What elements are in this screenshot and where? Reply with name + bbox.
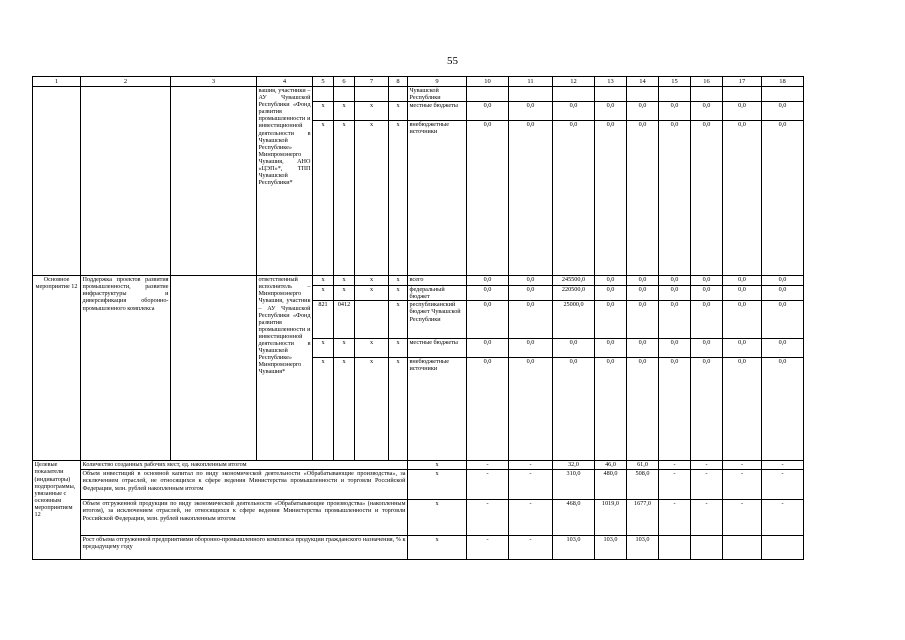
value-cell: 0,0 — [723, 286, 762, 301]
value-cell: 0,0 — [691, 102, 723, 121]
code-cell: 0412 — [334, 301, 355, 339]
code-cell: x — [313, 339, 334, 358]
header-cell: 8 — [389, 77, 408, 87]
code-cell: x — [313, 276, 334, 286]
indicator-value-cell: - — [762, 461, 804, 470]
value-cell: 0,0 — [595, 339, 627, 358]
code-cell: x — [334, 286, 355, 301]
code-cell — [355, 301, 389, 339]
value-cell: 0,0 — [467, 358, 509, 461]
indicator-x-cell: x — [408, 500, 467, 536]
value-cell: 0,0 — [509, 121, 553, 276]
value-cell — [467, 87, 509, 102]
indicator-x-cell: x — [408, 461, 467, 470]
header-cell: 18 — [762, 77, 804, 87]
value-cell — [723, 87, 762, 102]
value-cell: 0,0 — [509, 286, 553, 301]
code-cell: x — [313, 358, 334, 461]
value-cell: 0,0 — [723, 276, 762, 286]
header-cell: 15 — [659, 77, 691, 87]
value-cell: 0,0 — [553, 102, 595, 121]
code-cell: x — [355, 358, 389, 461]
code-cell: 821 — [313, 301, 334, 339]
value-cell — [595, 87, 627, 102]
code-cell: x — [355, 339, 389, 358]
indicator-value-cell: 480,0 — [595, 470, 627, 500]
source-cell: местные бюджеты — [408, 339, 467, 358]
header-cell: 10 — [467, 77, 509, 87]
responsible-cell: вашия, участники – АУ Чувашской Республики «Фонд развития промышленности и инвестиционной деятельности в Чувашской Республике» Минпромэнерго Чувашия, АНО «ЦЭП»*, ТПП Чувашской Республики* — [257, 87, 313, 276]
value-cell: 0,0 — [627, 301, 659, 339]
value-cell: 0,0 — [467, 121, 509, 276]
value-cell: 0,0 — [723, 301, 762, 339]
value-cell: 0,0 — [627, 102, 659, 121]
code-cell — [389, 87, 408, 102]
value-cell: 25000,0 — [553, 301, 595, 339]
indicator-value-cell: - — [659, 470, 691, 500]
indicator-value-cell: - — [467, 470, 509, 500]
status-cell — [33, 87, 81, 276]
code-cell — [334, 87, 355, 102]
value-cell: 0,0 — [627, 358, 659, 461]
value-cell: 0,0 — [762, 276, 804, 286]
header-cell: 12 — [553, 77, 595, 87]
code-cell: x — [389, 339, 408, 358]
code-cell: x — [313, 102, 334, 121]
goal-cell — [171, 87, 257, 276]
indicator-value-cell: - — [509, 500, 553, 536]
indicator-text-cell: Количество созданных рабочих мест, ед. накопленным итогом — [81, 461, 408, 470]
code-cell: x — [334, 121, 355, 276]
code-cell: x — [334, 276, 355, 286]
value-cell — [553, 87, 595, 102]
value-cell: 0,0 — [509, 276, 553, 286]
value-cell — [627, 87, 659, 102]
indicator-row — [33, 500, 804, 536]
page-number: 55 — [447, 55, 458, 67]
code-cell: x — [389, 121, 408, 276]
indicator-value-cell: - — [659, 461, 691, 470]
value-cell: 0,0 — [762, 301, 804, 339]
indicator-value-cell: 310,0 — [553, 470, 595, 500]
code-cell: x — [355, 276, 389, 286]
source-cell: внебюджетные источники — [408, 121, 467, 276]
code-cell: x — [334, 358, 355, 461]
value-cell: 0,0 — [509, 301, 553, 339]
responsible-cell: ответственный исполнитель – Минпромэнерго Чувашия, участник – АУ Чувашской Республики «Фонд развития промышленности и инвестиционной деятельности в Чувашской Республике» Минпромэнерго Чувашия* — [257, 276, 313, 461]
value-cell: 0,0 — [553, 339, 595, 358]
value-cell: 0,0 — [762, 358, 804, 461]
header-cell: 5 — [313, 77, 334, 87]
indicator-value-cell: 508,0 — [627, 470, 659, 500]
header-cell: 16 — [691, 77, 723, 87]
indicator-row — [33, 536, 804, 560]
value-cell — [509, 87, 553, 102]
value-cell: 0,0 — [691, 276, 723, 286]
code-cell: x — [334, 102, 355, 121]
indicator-value-cell: - — [659, 500, 691, 536]
code-cell: x — [355, 102, 389, 121]
indicator-value-cell: - — [762, 470, 804, 500]
code-cell: x — [355, 286, 389, 301]
source-cell: местные бюджеты — [408, 102, 467, 121]
value-cell: 0,0 — [691, 339, 723, 358]
indicator-value-cell: 46,0 — [595, 461, 627, 470]
event-name-cell: Поддержка проектов развития промышленности, развитие инфраструктуры и диверсификация оборонно-промышленного комплекса — [81, 276, 171, 461]
value-cell: 0,0 — [723, 358, 762, 461]
indicator-value-cell: - — [467, 536, 509, 560]
indicator-value-cell: 61,0 — [627, 461, 659, 470]
indicator-row — [33, 470, 804, 500]
value-cell: 0,0 — [627, 276, 659, 286]
header-cell: 11 — [509, 77, 553, 87]
value-cell: 0,0 — [691, 286, 723, 301]
indicator-value-cell — [762, 536, 804, 560]
value-cell: 0,0 — [467, 339, 509, 358]
indicator-value-cell: 1019,0 — [595, 500, 627, 536]
value-cell: 0,0 — [467, 276, 509, 286]
source-cell: всего — [408, 276, 467, 286]
value-cell: 0,0 — [595, 301, 627, 339]
value-cell: 0,0 — [553, 121, 595, 276]
indicator-value-cell: 1677,0 — [627, 500, 659, 536]
indicator-value-cell: - — [691, 500, 723, 536]
value-cell: 0,0 — [509, 102, 553, 121]
indicator-value-cell: 468,0 — [553, 500, 595, 536]
source-cell: Чувашской Республики — [408, 87, 467, 102]
code-cell: x — [389, 358, 408, 461]
header-cell: 4 — [257, 77, 313, 87]
value-cell: 0,0 — [723, 339, 762, 358]
indicator-value-cell: - — [762, 500, 804, 536]
value-cell: 0,0 — [659, 102, 691, 121]
value-cell: 0,0 — [762, 339, 804, 358]
indicator-value-cell: 103,0 — [627, 536, 659, 560]
code-cell: x — [389, 276, 408, 286]
value-cell: 0,0 — [762, 102, 804, 121]
code-cell: x — [313, 121, 334, 276]
code-cell: x — [389, 301, 408, 339]
finance-row — [33, 276, 804, 286]
value-cell: 0,0 — [691, 358, 723, 461]
indicator-value-cell: - — [467, 500, 509, 536]
indicator-row — [33, 461, 804, 470]
header-cell: 14 — [627, 77, 659, 87]
value-cell: 0,0 — [723, 121, 762, 276]
indicator-value-cell: - — [509, 536, 553, 560]
indicator-text-cell: Рост объема отгруженной предприятиями оборонно-промышленного комплекса продукции гражданского назначения, % к предыдущему году — [81, 536, 408, 560]
header-cell: 1 — [33, 77, 81, 87]
value-cell: 0,0 — [659, 339, 691, 358]
value-cell: 0,0 — [762, 286, 804, 301]
value-cell — [762, 87, 804, 102]
goal-cell — [171, 276, 257, 461]
value-cell: 0,0 — [627, 121, 659, 276]
budget-table — [32, 76, 804, 560]
value-cell: 0,0 — [595, 102, 627, 121]
finance-row — [33, 87, 804, 102]
source-cell: федеральный бюджет — [408, 286, 467, 301]
value-cell: 0,0 — [659, 358, 691, 461]
header-cell: 6 — [334, 77, 355, 87]
code-cell — [355, 87, 389, 102]
source-cell: республиканский бюджет Чувашской Республики — [408, 301, 467, 339]
code-cell — [313, 87, 334, 102]
source-cell: внебюджетные источники — [408, 358, 467, 461]
value-cell: 0,0 — [691, 301, 723, 339]
name-cell — [81, 87, 171, 276]
code-cell: x — [313, 286, 334, 301]
value-cell — [659, 87, 691, 102]
header-cell: 7 — [355, 77, 389, 87]
value-cell: 0,0 — [659, 276, 691, 286]
indicators-label-cell: Целевые показатели (индикаторы) подпрограммы, увязанные с основным мероприятием 12 — [33, 461, 81, 560]
value-cell: 245500,0 — [553, 276, 595, 286]
indicator-value-cell: - — [509, 461, 553, 470]
indicator-value-cell: 32,0 — [553, 461, 595, 470]
code-cell: x — [355, 121, 389, 276]
indicator-value-cell: 103,0 — [553, 536, 595, 560]
value-cell: 0,0 — [595, 276, 627, 286]
value-cell: 0,0 — [762, 121, 804, 276]
value-cell: 0,0 — [627, 339, 659, 358]
value-cell: 220500,0 — [553, 286, 595, 301]
value-cell: 0,0 — [691, 121, 723, 276]
value-cell: 0,0 — [553, 358, 595, 461]
code-cell: x — [389, 286, 408, 301]
value-cell: 0,0 — [467, 301, 509, 339]
header-cell: 9 — [408, 77, 467, 87]
value-cell: 0,0 — [595, 286, 627, 301]
value-cell: 0,0 — [659, 301, 691, 339]
indicator-x-cell: x — [408, 470, 467, 500]
indicator-value-cell: - — [723, 470, 762, 500]
event-status-cell: Основное мероприятие 12 — [33, 276, 81, 461]
value-cell: 0,0 — [627, 286, 659, 301]
value-cell — [691, 87, 723, 102]
code-cell: x — [334, 339, 355, 358]
indicator-value-cell: - — [467, 461, 509, 470]
indicator-value-cell: - — [691, 461, 723, 470]
value-cell: 0,0 — [595, 121, 627, 276]
indicator-value-cell — [723, 536, 762, 560]
indicator-text-cell: Объем отгруженной продукции по виду экономической деятельности «Обрабатывающие производства» (накопленным итогом), за исключением отраслей, не относящихся к сфере ведения Министерства промышленности и торговли Российской Федерации, млн. рублей накопленным итогом — [81, 500, 408, 536]
indicator-value-cell: 103,0 — [595, 536, 627, 560]
indicator-value-cell — [659, 536, 691, 560]
indicator-value-cell: - — [723, 461, 762, 470]
indicator-value-cell: - — [723, 500, 762, 536]
indicator-x-cell: x — [408, 536, 467, 560]
value-cell: 0,0 — [509, 358, 553, 461]
value-cell: 0,0 — [659, 121, 691, 276]
indicator-value-cell: - — [691, 470, 723, 500]
value-cell: 0,0 — [509, 339, 553, 358]
value-cell: 0,0 — [467, 286, 509, 301]
value-cell: 0,0 — [467, 102, 509, 121]
header-row — [33, 77, 804, 87]
value-cell: 0,0 — [723, 102, 762, 121]
header-cell: 3 — [171, 77, 257, 87]
header-cell: 2 — [81, 77, 171, 87]
header-cell: 17 — [723, 77, 762, 87]
indicator-value-cell: - — [509, 470, 553, 500]
value-cell: 0,0 — [595, 358, 627, 461]
code-cell: x — [389, 102, 408, 121]
indicator-text-cell: Объем инвестиций в основной капитал по виду экономической деятельности «Обрабатывающие производства», за исключением отраслей, не относящихся к сфере ведения Министерства промышленности и торговли Российской Федерации, млн. рублей накопленным итогом — [81, 470, 408, 500]
header-cell: 13 — [595, 77, 627, 87]
value-cell: 0,0 — [659, 286, 691, 301]
indicator-value-cell — [691, 536, 723, 560]
